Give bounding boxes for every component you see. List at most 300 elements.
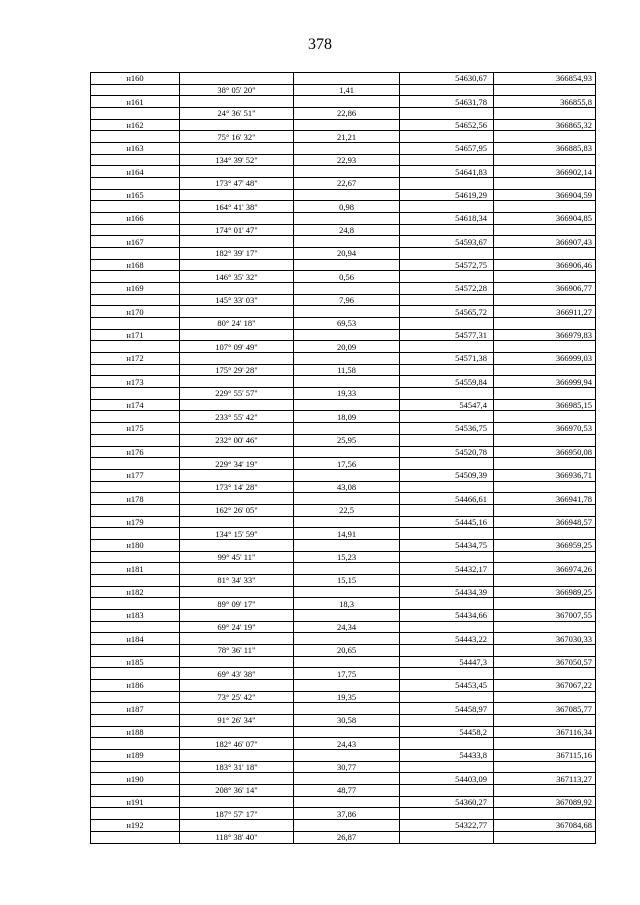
distance-cell: 20,94 (294, 248, 400, 260)
distance-cell (294, 283, 400, 295)
direction-angle-cell: 233° 55' 42" (180, 411, 294, 423)
point-name-cell (91, 831, 180, 843)
distance-cell (294, 469, 400, 481)
point-name-cell: н180 (91, 539, 180, 551)
point-name-cell (91, 621, 180, 633)
x-coordinate-cell: 54458,97 (400, 703, 494, 715)
point-name-cell: н162 (91, 119, 180, 131)
y-coordinate-cell: 366948,57 (494, 516, 596, 528)
y-coordinate-cell: 367050,57 (494, 656, 596, 668)
point-name-cell: н192 (91, 820, 180, 832)
direction-angle-cell: 78° 36' 11" (180, 644, 294, 656)
y-coordinate-cell (494, 341, 596, 353)
point-name-cell: н164 (91, 166, 180, 178)
x-coordinate-cell: 54631,78 (400, 96, 494, 108)
direction-angle-cell: 182° 46' 07" (180, 738, 294, 750)
distance-cell: 17,75 (294, 668, 400, 680)
x-coordinate-cell: 54577,31 (400, 329, 494, 341)
point-name-cell: н189 (91, 749, 180, 761)
x-coordinate-cell (400, 831, 494, 843)
x-coordinate-cell: 54322,77 (400, 820, 494, 832)
distance-cell: 43,08 (294, 481, 400, 493)
point-row (91, 749, 596, 761)
point-row (91, 353, 596, 365)
point-name-cell: н161 (91, 96, 180, 108)
point-name-cell (91, 598, 180, 610)
point-row (91, 726, 596, 738)
x-coordinate-cell (400, 691, 494, 703)
distance-cell (294, 236, 400, 248)
x-coordinate-cell (400, 154, 494, 166)
x-coordinate-cell: 54641,83 (400, 166, 494, 178)
point-row (91, 539, 596, 551)
direction-angle-cell: 232° 00' 46" (180, 434, 294, 446)
distance-cell (294, 679, 400, 691)
y-coordinate-cell (494, 224, 596, 236)
segment-row (91, 178, 596, 190)
point-name-cell (91, 411, 180, 423)
distance-cell (294, 353, 400, 365)
direction-angle-cell (180, 73, 294, 85)
y-coordinate-cell: 367085,77 (494, 703, 596, 715)
segment-row (91, 598, 596, 610)
direction-angle-cell (180, 143, 294, 155)
direction-angle-cell (180, 563, 294, 575)
segment-row (91, 621, 596, 633)
x-coordinate-cell: 54403,09 (400, 773, 494, 785)
point-row (91, 73, 596, 85)
boundary-coordinates-table (90, 72, 596, 844)
y-coordinate-cell: 366999,03 (494, 353, 596, 365)
y-coordinate-cell (494, 504, 596, 516)
direction-angle-cell: 69° 24' 19" (180, 621, 294, 633)
y-coordinate-cell (494, 738, 596, 750)
x-coordinate-cell: 54619,29 (400, 189, 494, 201)
point-name-cell: н182 (91, 586, 180, 598)
y-coordinate-cell (494, 668, 596, 680)
distance-cell (294, 773, 400, 785)
point-name-cell (91, 738, 180, 750)
x-coordinate-cell: 54547,4 (400, 399, 494, 411)
x-coordinate-cell (400, 738, 494, 750)
direction-angle-cell (180, 213, 294, 225)
point-name-cell: н173 (91, 376, 180, 388)
point-name-cell (91, 154, 180, 166)
direction-angle-cell (180, 96, 294, 108)
direction-angle-cell (180, 656, 294, 668)
direction-angle-cell (180, 283, 294, 295)
y-coordinate-cell (494, 481, 596, 493)
y-coordinate-cell: 366999,94 (494, 376, 596, 388)
distance-cell: 11,58 (294, 364, 400, 376)
point-name-cell (91, 714, 180, 726)
point-row (91, 679, 596, 691)
distance-cell (294, 820, 400, 832)
segment-row (91, 341, 596, 353)
segment-row (91, 154, 596, 166)
y-coordinate-cell (494, 294, 596, 306)
point-name-cell (91, 481, 180, 493)
y-coordinate-cell (494, 318, 596, 330)
point-name-cell (91, 808, 180, 820)
distance-cell: 15,23 (294, 551, 400, 563)
page-number: 378 (308, 36, 332, 53)
y-coordinate-cell: 366936,71 (494, 469, 596, 481)
point-row (91, 423, 596, 435)
segment-row (91, 458, 596, 470)
y-coordinate-cell (494, 154, 596, 166)
point-row (91, 96, 596, 108)
direction-angle-cell (180, 679, 294, 691)
direction-angle-cell (180, 726, 294, 738)
x-coordinate-cell (400, 388, 494, 400)
segment-row (91, 551, 596, 563)
direction-angle-cell: 134° 15' 59" (180, 528, 294, 540)
distance-cell: 24,43 (294, 738, 400, 750)
distance-cell (294, 73, 400, 85)
direction-angle-cell: 81° 34' 33" (180, 574, 294, 586)
x-coordinate-cell (400, 434, 494, 446)
point-name-cell: н185 (91, 656, 180, 668)
x-coordinate-cell: 54360,27 (400, 796, 494, 808)
direction-angle-cell: 24° 36' 51" (180, 108, 294, 120)
distance-cell (294, 143, 400, 155)
distance-cell: 0,98 (294, 201, 400, 213)
x-coordinate-cell (400, 364, 494, 376)
direction-angle-cell: 174° 01' 47" (180, 224, 294, 236)
x-coordinate-cell (400, 551, 494, 563)
segment-row (91, 644, 596, 656)
point-name-cell (91, 668, 180, 680)
x-coordinate-cell: 54458,2 (400, 726, 494, 738)
y-coordinate-cell: 367089,92 (494, 796, 596, 808)
y-coordinate-cell: 366950,08 (494, 446, 596, 458)
direction-angle-cell (180, 399, 294, 411)
segment-row (91, 784, 596, 796)
point-row (91, 446, 596, 458)
x-coordinate-cell (400, 318, 494, 330)
y-coordinate-cell (494, 458, 596, 470)
distance-cell: 26,87 (294, 831, 400, 843)
distance-cell: 48,77 (294, 784, 400, 796)
direction-angle-cell (180, 820, 294, 832)
x-coordinate-cell: 54466,61 (400, 493, 494, 505)
point-name-cell (91, 201, 180, 213)
y-coordinate-cell: 366904,59 (494, 189, 596, 201)
direction-angle-cell (180, 773, 294, 785)
direction-angle-cell (180, 539, 294, 551)
point-name-cell (91, 574, 180, 586)
y-coordinate-cell (494, 644, 596, 656)
point-name-cell: н177 (91, 469, 180, 481)
segment-row (91, 504, 596, 516)
distance-cell: 22,67 (294, 178, 400, 190)
y-coordinate-cell: 366985,15 (494, 399, 596, 411)
distance-cell (294, 726, 400, 738)
point-name-cell (91, 434, 180, 446)
distance-cell: 22,93 (294, 154, 400, 166)
point-name-cell: н176 (91, 446, 180, 458)
distance-cell: 37,86 (294, 808, 400, 820)
y-coordinate-cell: 367113,27 (494, 773, 596, 785)
x-coordinate-cell: 54453,45 (400, 679, 494, 691)
direction-angle-cell: 91° 26' 34" (180, 714, 294, 726)
point-name-cell: н188 (91, 726, 180, 738)
point-name-cell (91, 784, 180, 796)
direction-angle-cell: 73° 25' 42" (180, 691, 294, 703)
distance-cell (294, 563, 400, 575)
point-row (91, 516, 596, 528)
point-name-cell: н170 (91, 306, 180, 318)
point-name-cell: н172 (91, 353, 180, 365)
point-row (91, 609, 596, 621)
distance-cell: 30,77 (294, 761, 400, 773)
direction-angle-cell (180, 586, 294, 598)
x-coordinate-cell: 54509,39 (400, 469, 494, 481)
y-coordinate-cell (494, 621, 596, 633)
y-coordinate-cell: 366959,25 (494, 539, 596, 551)
distance-cell (294, 213, 400, 225)
x-coordinate-cell (400, 108, 494, 120)
distance-cell (294, 586, 400, 598)
x-coordinate-cell: 54559,84 (400, 376, 494, 388)
point-name-cell (91, 551, 180, 563)
direction-angle-cell: 75° 16' 32" (180, 131, 294, 143)
x-coordinate-cell: 54565,72 (400, 306, 494, 318)
direction-angle-cell (180, 469, 294, 481)
y-coordinate-cell (494, 108, 596, 120)
point-row (91, 166, 596, 178)
x-coordinate-cell (400, 294, 494, 306)
direction-angle-cell: 229° 55' 57" (180, 388, 294, 400)
x-coordinate-cell: 54657,95 (400, 143, 494, 155)
x-coordinate-cell (400, 761, 494, 773)
x-coordinate-cell (400, 668, 494, 680)
y-coordinate-cell: 366970,53 (494, 423, 596, 435)
y-coordinate-cell: 366911,27 (494, 306, 596, 318)
x-coordinate-cell: 54520,78 (400, 446, 494, 458)
distance-cell: 25,95 (294, 434, 400, 446)
x-coordinate-cell (400, 528, 494, 540)
x-coordinate-cell (400, 714, 494, 726)
point-row (91, 796, 596, 808)
y-coordinate-cell (494, 271, 596, 283)
x-coordinate-cell (400, 224, 494, 236)
x-coordinate-cell (400, 574, 494, 586)
distance-cell: 17,56 (294, 458, 400, 470)
point-row (91, 143, 596, 155)
distance-cell (294, 796, 400, 808)
direction-angle-cell (180, 259, 294, 271)
point-name-cell: н163 (91, 143, 180, 155)
distance-cell (294, 423, 400, 435)
y-coordinate-cell (494, 598, 596, 610)
point-row (91, 376, 596, 388)
distance-cell: 18,09 (294, 411, 400, 423)
distance-cell (294, 119, 400, 131)
direction-angle-cell: 175° 29' 28" (180, 364, 294, 376)
point-name-cell (91, 178, 180, 190)
point-name-cell (91, 248, 180, 260)
point-name-cell: н174 (91, 399, 180, 411)
y-coordinate-cell (494, 364, 596, 376)
x-coordinate-cell (400, 201, 494, 213)
x-coordinate-cell: 54434,39 (400, 586, 494, 598)
direction-angle-cell (180, 609, 294, 621)
point-name-cell (91, 131, 180, 143)
point-name-cell (91, 108, 180, 120)
distance-cell: 15,15 (294, 574, 400, 586)
distance-cell: 22,5 (294, 504, 400, 516)
y-coordinate-cell: 367067,22 (494, 679, 596, 691)
segment-row (91, 318, 596, 330)
segment-row (91, 388, 596, 400)
direction-angle-cell: 146° 35' 32" (180, 271, 294, 283)
point-name-cell (91, 528, 180, 540)
point-name-cell (91, 294, 180, 306)
x-coordinate-cell: 54433,8 (400, 749, 494, 761)
x-coordinate-cell (400, 248, 494, 260)
x-coordinate-cell (400, 341, 494, 353)
point-name-cell (91, 388, 180, 400)
distance-cell: 20,09 (294, 341, 400, 353)
distance-cell (294, 446, 400, 458)
point-name-cell: н191 (91, 796, 180, 808)
y-coordinate-cell (494, 574, 596, 586)
point-name-cell: н183 (91, 609, 180, 621)
point-row (91, 773, 596, 785)
direction-angle-cell: 187° 57' 17" (180, 808, 294, 820)
x-coordinate-cell: 54434,75 (400, 539, 494, 551)
distance-cell (294, 259, 400, 271)
x-coordinate-cell (400, 271, 494, 283)
y-coordinate-cell (494, 388, 596, 400)
y-coordinate-cell (494, 434, 596, 446)
distance-cell (294, 96, 400, 108)
segment-row (91, 808, 596, 820)
point-row (91, 703, 596, 715)
table-body (91, 73, 596, 844)
point-name-cell: н175 (91, 423, 180, 435)
direction-angle-cell (180, 119, 294, 131)
direction-angle-cell (180, 353, 294, 365)
point-row (91, 213, 596, 225)
point-row (91, 586, 596, 598)
distance-cell: 19,33 (294, 388, 400, 400)
segment-row (91, 131, 596, 143)
y-coordinate-cell (494, 411, 596, 423)
distance-cell (294, 376, 400, 388)
point-name-cell (91, 318, 180, 330)
direction-angle-cell: 80° 24' 18" (180, 318, 294, 330)
point-row (91, 236, 596, 248)
y-coordinate-cell: 366854,93 (494, 73, 596, 85)
direction-angle-cell: 89° 09' 17" (180, 598, 294, 610)
y-coordinate-cell: 366941,78 (494, 493, 596, 505)
segment-row (91, 668, 596, 680)
segment-row (91, 294, 596, 306)
distance-cell: 1,41 (294, 84, 400, 96)
distance-cell: 20,65 (294, 644, 400, 656)
distance-cell (294, 189, 400, 201)
direction-angle-cell (180, 236, 294, 248)
distance-cell (294, 633, 400, 645)
point-row (91, 283, 596, 295)
segment-row (91, 528, 596, 540)
x-coordinate-cell: 54572,28 (400, 283, 494, 295)
x-coordinate-cell (400, 504, 494, 516)
point-name-cell: н168 (91, 259, 180, 271)
segment-row (91, 411, 596, 423)
point-name-cell: н167 (91, 236, 180, 248)
y-coordinate-cell: 366979,83 (494, 329, 596, 341)
distance-cell: 7,96 (294, 294, 400, 306)
segment-row (91, 714, 596, 726)
y-coordinate-cell: 366855,8 (494, 96, 596, 108)
direction-angle-cell: 107° 09' 49" (180, 341, 294, 353)
distance-cell: 69,53 (294, 318, 400, 330)
segment-row (91, 761, 596, 773)
x-coordinate-cell (400, 808, 494, 820)
point-name-cell (91, 691, 180, 703)
y-coordinate-cell: 366865,32 (494, 119, 596, 131)
direction-angle-cell: 182° 39' 17" (180, 248, 294, 260)
point-name-cell (91, 504, 180, 516)
distance-cell (294, 329, 400, 341)
y-coordinate-cell: 367030,33 (494, 633, 596, 645)
point-row (91, 259, 596, 271)
y-coordinate-cell (494, 831, 596, 843)
x-coordinate-cell: 54571,38 (400, 353, 494, 365)
x-coordinate-cell: 54443,22 (400, 633, 494, 645)
x-coordinate-cell (400, 458, 494, 470)
y-coordinate-cell: 366906,77 (494, 283, 596, 295)
point-name-cell: н160 (91, 73, 180, 85)
direction-angle-cell (180, 166, 294, 178)
y-coordinate-cell (494, 201, 596, 213)
point-name-cell (91, 364, 180, 376)
point-name-cell (91, 341, 180, 353)
direction-angle-cell: 134° 39' 52" (180, 154, 294, 166)
y-coordinate-cell: 366907,43 (494, 236, 596, 248)
x-coordinate-cell (400, 644, 494, 656)
x-coordinate-cell: 54630,67 (400, 73, 494, 85)
segment-row (91, 201, 596, 213)
direction-angle-cell: 229° 34' 19" (180, 458, 294, 470)
x-coordinate-cell: 54536,75 (400, 423, 494, 435)
point-row (91, 656, 596, 668)
segment-row (91, 224, 596, 236)
point-name-cell (91, 271, 180, 283)
point-row (91, 493, 596, 505)
distance-cell (294, 166, 400, 178)
point-name-cell: н187 (91, 703, 180, 715)
point-name-cell (91, 761, 180, 773)
distance-cell: 18,3 (294, 598, 400, 610)
y-coordinate-cell (494, 691, 596, 703)
direction-angle-cell (180, 376, 294, 388)
segment-row (91, 574, 596, 586)
x-coordinate-cell (400, 784, 494, 796)
x-coordinate-cell: 54572,75 (400, 259, 494, 271)
point-row (91, 329, 596, 341)
direction-angle-cell (180, 306, 294, 318)
point-row (91, 563, 596, 575)
segment-row (91, 248, 596, 260)
distance-cell: 14,91 (294, 528, 400, 540)
x-coordinate-cell: 54434,66 (400, 609, 494, 621)
distance-cell (294, 516, 400, 528)
